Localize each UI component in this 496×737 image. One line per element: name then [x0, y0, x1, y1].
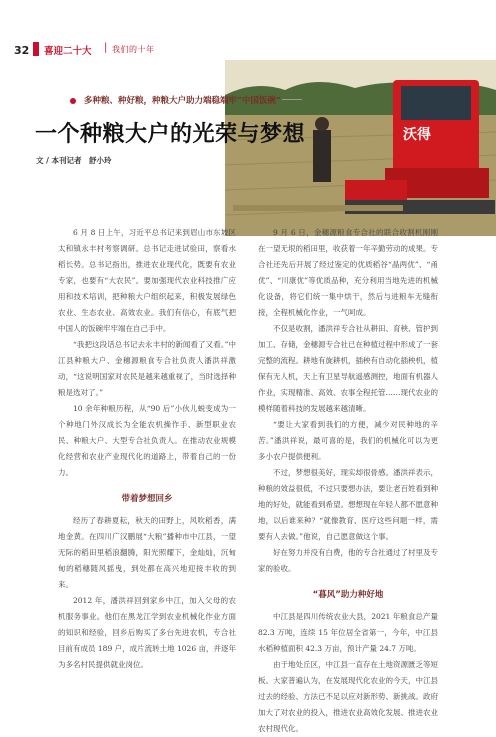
section-marker — [33, 42, 39, 56]
paragraph: 2012 年，潘洪祥回到家乡中江，加入父母的农机服务事业。他们在黑龙江学到农业机械化作业方面的知识和经验，回乡后购买了多台先进农机，专合社目前有成员 189 户，成片流转土地 1026 亩，并逐年为多名村民提供就业岗位。 — [58, 596, 236, 669]
kicker-bullet — [70, 98, 76, 104]
paragraph: 10 余年种粮历程，从“90 后”小伙儿蜕变成为一个种地门外汉成长为全能农机操作手、新型职业农民、种粮大户、大型专合社负责人。在推动农业规模化经营和农业产业现代化的道路上，带着自己的一份力。 — [58, 404, 236, 477]
left-column — [58, 225, 236, 673]
harvester-brand: 沃得 — [403, 127, 431, 143]
section-subhead: “暮风”助力种好地 — [312, 590, 384, 600]
paragraph: 由于地处丘区，中江县一直存在土地资源匮乏等短板。大家普遍认为，在发展现代化农业的今天，中江县过去的经验、方法已不足以应对新形势、新挑战。政府加大了对农业的投入，推进农业高效化发展、推进农业农村现代化。 — [258, 660, 438, 733]
section-subhead: 带着梦想回乡 — [121, 494, 173, 504]
paragraph: “我把这段话总书记去永丰村的新闻看了又看。”中江县种粮大户、金穗源粮食专合社负责人潘洪祥激动，“这说明国家对农民是越来越重视了，当时选择种粮是选对了。” — [58, 340, 236, 397]
paragraph: 不过，梦想很美好，现实却很骨感。潘洪祥表示，种粮的效益很低，不过只要想办法，要让老百姓看到种地的好处，就能看到希望。想想现在年轻人都不愿意种地，以后谁来种？“就像教育、医疗这些问题一样，需要有人去做。”他说，自己愿意做这个事。 — [258, 468, 438, 541]
paragraph: 中江县是四川传统农业大县，2021 年粮食总产量 82.3 万吨，连续 15 年位居全省第一，今年，中江县水稻种植面积 42.3 万亩，预计产量 24.7 万吨。 — [258, 612, 438, 653]
section-subtitle: 我们的十年 — [112, 45, 155, 54]
right-column — [258, 225, 438, 737]
article-title: 一个种粮大户的光荣与梦想 — [35, 122, 306, 147]
page-number: 32 — [14, 44, 30, 57]
header-separator: | — [104, 42, 108, 53]
kicker: 多种粮、种好粮，种粮大户助力端稳端牢“中国饭碗” — [84, 96, 281, 106]
harvest-photo — [225, 60, 496, 236]
byline: 文 / 本刊记者 舒小玲 — [36, 156, 112, 165]
kicker-rule — [282, 99, 302, 100]
harvester-illustration — [225, 60, 496, 236]
paragraph: 经历了春耕夏耘，秋天的田野上，风吹稻香，满地金黄。在四川广汉鹏展“大粮”播种市中江县，一望无际的稻田里稻浪翻腾，阳光照耀下，金灿灿，沉甸甸的稻穗随风摇曳，到处都在高兴地迎接丰收的到来。 — [58, 516, 236, 589]
paragraph: 9 月 6 日，金穗源粮食专合社的联合收割机刚刚在一望无垠的稻田里，收获着一年辛勤劳动的成果。专合社还先后开展了经过鉴定的优质稻谷“晶两优”、“甬优”、“川康优”等优质品种，充分利用当地先进的机械化设备，将它们统一集中烘干，然后与进粮车无缝衔接，全程机械化作业，一气呵成。 — [258, 228, 438, 317]
section-title: 喜迎二十大 — [44, 46, 92, 57]
paragraph: 好在努力并没有白费，他的专合社通过了村里及专家的验收。 — [258, 548, 438, 573]
paragraph: 6 月 8 日上午，习近平总书记来到眉山市东坡区太和镇永丰村考察调研。总书记走进试验田，察看水稻长势。总书记指出，推进农业现代化，既要有农业专家，也要有“大农民”。要加强现代农业科技推广应用和技术培训，把种粮大户组织起来，积极发展绿色农业、生态农业、高效农业。我们有信心，有底气把中国人的饭碗牢牢端在自己手中。 — [58, 228, 236, 333]
paragraph: 不仅是收割，潘洪祥专合社从耕田、育秧、管护到加工、存储，金穗源专合社已在种植过程中形成了一套完整的流程。耕地有旋耕机，插秧有自动化插秧机，植保有无人机，天上有卫星导航遥感测控，地面有机器人作业，实现精准、高效、农事全程托管……现代农业的模样随着科技的发展越来越清晰。 — [258, 324, 438, 413]
paragraph: “要让大家看到我们的方便，减少对民种地的辛苦。”潘洪祥说，最可喜的是，我们的机械化可以为更多小农户提供便利。 — [258, 420, 438, 461]
